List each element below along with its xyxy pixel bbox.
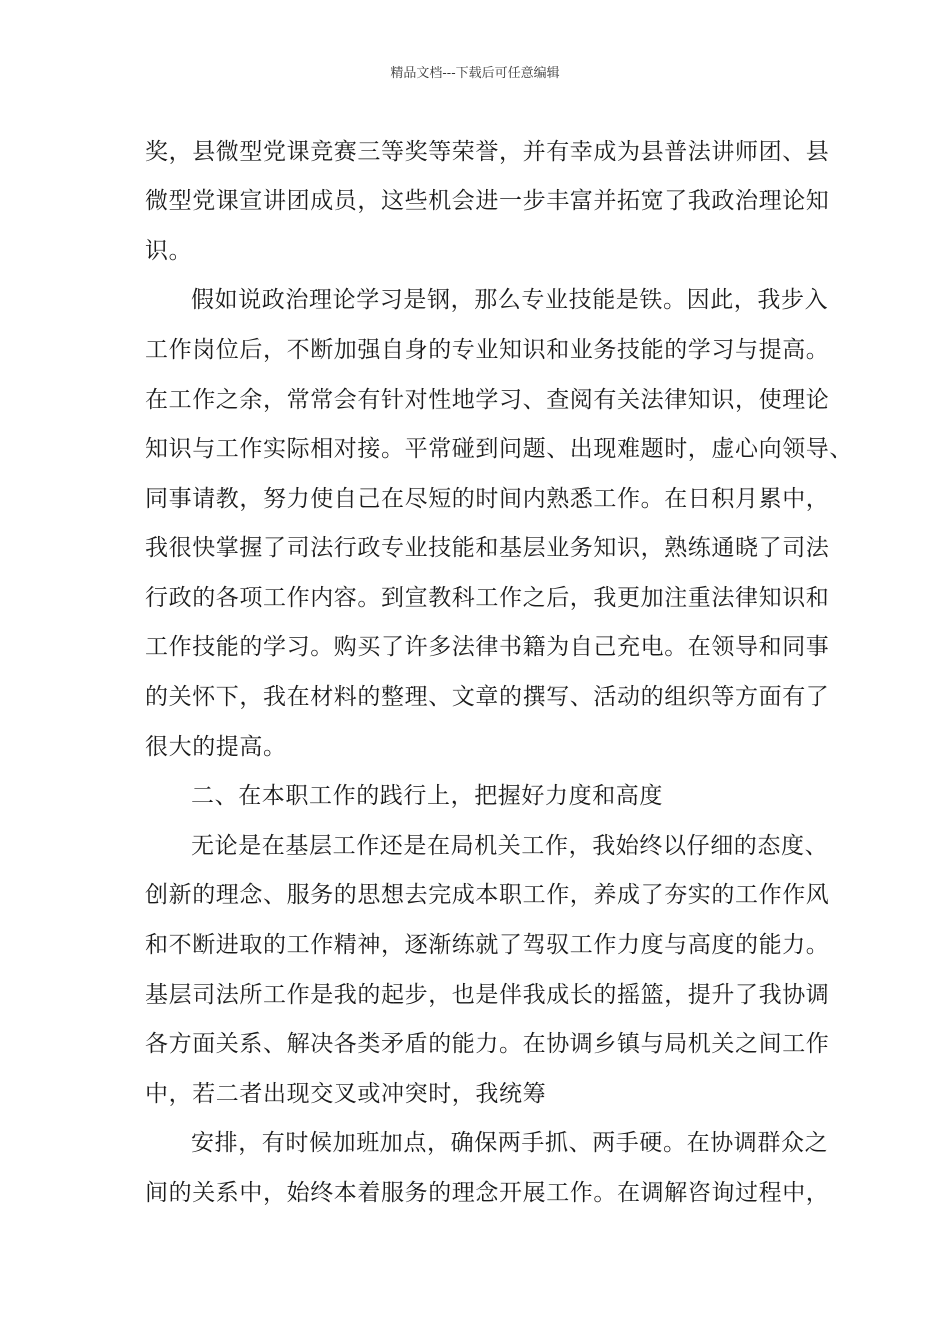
body-line: 识。 xyxy=(145,238,193,264)
body-line: 工作岗位后，不断加强自身的专业知识和业务技能的学习与提高。 xyxy=(145,337,830,363)
body-line: 奖，县微型党课竞赛三等奖等荣誉，并有幸成为县普法讲师团、县 xyxy=(145,139,830,165)
body-line: 基层司法所工作是我的起步，也是伴我成长的摇篮，提升了我协调 xyxy=(145,982,830,1008)
paragraph-first-line: 无论是在基层工作还是在局机关工作，我始终以仔细的态度、 xyxy=(191,833,829,859)
section-heading: 二、在本职工作的践行上，把握好力度和高度 xyxy=(191,783,663,809)
body-line: 行政的各项工作内容。到宣教科工作之后，我更加注重法律知识和 xyxy=(145,585,830,611)
body-line: 微型党课宣讲团成员，这些机会进一步丰富并拓宽了我政治理论知 xyxy=(145,188,830,214)
body-line: 工作技能的学习。购买了许多法律书籍为自己充电。在领导和同事 xyxy=(145,634,830,660)
page-header: 精品文档---下载后可任意编辑 xyxy=(390,66,560,81)
paragraph-first-line: 假如说政治理论学习是钢，那么专业技能是铁。因此，我步入 xyxy=(191,287,829,313)
body-line: 各方面关系、解决各类矛盾的能力。在协调乡镇与局机关之间工作 xyxy=(145,1031,830,1057)
body-line: 间的关系中，始终本着服务的理念开展工作。在调解咨询过程中， xyxy=(145,1180,830,1206)
body-line: 创新的理念、服务的思想去完成本职工作，养成了夯实的工作作风 xyxy=(145,882,830,908)
body-line: 同事请教，努力使自己在尽短的时间内熟悉工作。在日积月累中， xyxy=(145,486,830,512)
body-line: 的关怀下，我在材料的整理、文章的撰写、活动的组织等方面有了 xyxy=(145,684,830,710)
body-line: 中，若二者出现交叉或冲突时，我统筹 xyxy=(145,1081,547,1107)
body-line: 和不断进取的工作精神，逐渐练就了驾驭工作力度与高度的能力。 xyxy=(145,932,830,958)
body-line: 在工作之余，常常会有针对性地学习、查阅有关法律知识，使理论 xyxy=(145,387,830,413)
body-line: 知识与工作实际相对接。平常碰到问题、出现难题时，虚心向领导、 xyxy=(145,436,853,462)
body-line: 很大的提高。 xyxy=(145,734,287,760)
paragraph-first-line: 安排，有时候加班加点，确保两手抓、两手硬。在协调群众之 xyxy=(191,1130,829,1156)
body-line: 我很快掌握了司法行政专业技能和基层业务知识，熟练通晓了司法 xyxy=(145,535,830,561)
